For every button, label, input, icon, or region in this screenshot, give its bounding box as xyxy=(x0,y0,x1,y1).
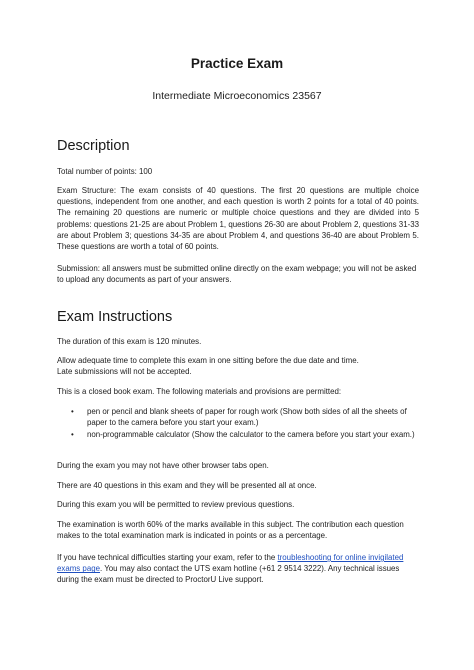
list-item-text: non-programmable calculator (Show the calculator to the camera before you start your exam.) xyxy=(87,430,415,440)
late-submission-text: Late submissions will not be accepted. xyxy=(57,367,192,376)
exam-structure-text: Exam Structure: The exam consists of 40 questions. The first 20 questions are multiple choice questions, independent from one another, and each question is worth 2 points for a total of 40 points. The remaining 20 questions are numeric or multiple choice questions and they are divided into 5 problems: questions 21-25 are about Problem 1, questions 26-30 are about Problem 2, questions 31-33 are about Problem 3; questions 34-35 are about Problem 4, and questions 36-40 are about Problem 5. These questions are worth a total of 60 points. xyxy=(57,186,419,252)
bullet-icon: • xyxy=(71,407,74,416)
tech-prefix-text: If you have technical difficulties starting your exam, refer to the xyxy=(57,553,278,562)
course-subtitle: Intermediate Microeconomics 23567 xyxy=(152,90,322,102)
list-item xyxy=(57,406,419,428)
questions-presented-text: There are 40 questions in this exam and they will be presented all at once. xyxy=(57,481,317,490)
browser-tabs-text: During the exam you may not have other browser tabs open. xyxy=(57,461,269,470)
list-item-text: pen or pencil and blank sheets of paper for rough work (Show both sides of all the sheets of paper to the camera before you start your exam.) xyxy=(87,407,407,428)
troubleshooting-link[interactable]: troubleshooting for online invigilated exams page xyxy=(57,553,404,574)
bullet-icon: • xyxy=(71,430,74,440)
exam-instructions-heading: Exam Instructions xyxy=(57,309,173,325)
exam-worth-text: The examination is worth 60% of the marks available in this subject. The contribution each question makes to the total examination mark is indicated in points or as a percentage. xyxy=(57,520,404,541)
adequate-time-text: Allow adequate time to complete this exam in one sitting before the due date and time. xyxy=(57,356,359,365)
technical-difficulties-text xyxy=(57,552,419,586)
review-questions-text: During this exam you will be permitted to review previous questions. xyxy=(57,500,295,509)
tech-suffix-text: . You may also contact the UTS exam hotline (+61 2 9514 3222). Any technical issues during the exam must be directed to ProctorU Live support. xyxy=(57,564,400,585)
duration-text: The duration of this exam is 120 minutes. xyxy=(57,337,202,346)
submission-text: Submission: all answers must be submitted online directly on the exam webpage; you will not be asked to upload any documents as part of your answers. xyxy=(57,264,417,285)
description-heading: Description xyxy=(57,138,130,154)
document-title: Practice Exam xyxy=(190,56,284,71)
permitted-materials-list xyxy=(57,406,419,442)
list-item xyxy=(57,429,419,440)
closed-book-text: This is a closed book exam. The following materials and provisions are permitted: xyxy=(57,387,342,396)
total-points-text: Total number of points: 100 xyxy=(57,167,153,176)
